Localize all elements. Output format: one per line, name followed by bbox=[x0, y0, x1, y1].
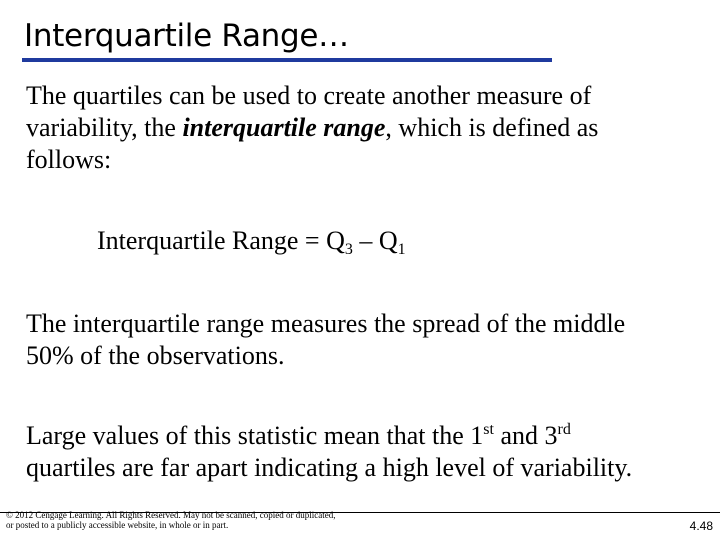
variability-line-1 bbox=[26, 420, 632, 452]
variability-line-2: quartiles are far apart indicating a high level of variability. bbox=[26, 453, 633, 482]
intro-line-3: follows: bbox=[26, 145, 112, 174]
spread-line-1: The interquartile range measures the spread of the middle bbox=[26, 309, 626, 338]
formula-subscript-1: 1 bbox=[397, 241, 406, 258]
superscript-rd: rd bbox=[557, 421, 571, 438]
title-underline bbox=[22, 58, 552, 62]
slide-number: 4.48 bbox=[689, 519, 713, 533]
superscript-st: st bbox=[483, 421, 494, 438]
spread-paragraph bbox=[26, 308, 625, 372]
variability-paragraph bbox=[26, 420, 632, 484]
formula-subscript-3: 3 bbox=[344, 241, 353, 258]
variability-part-1: Large values of this statistic mean that the 1 bbox=[26, 421, 484, 450]
copyright-notice: © 2012 Cengage Learning. All Rights Reserved. May not be scanned, copied or duplicated, or posted to a publicly accessible website, in whole or in part. bbox=[6, 510, 336, 530]
intro-paragraph bbox=[26, 80, 598, 176]
intro-line-1: The quartiles can be used to create another measure of bbox=[26, 81, 592, 110]
spread-line-2: 50% of the observations. bbox=[26, 341, 285, 370]
formula-middle: – Q bbox=[352, 226, 398, 255]
iqr-formula bbox=[97, 225, 406, 257]
intro-line-2-start: variability, the bbox=[26, 113, 183, 142]
slide-title: Interquartile Range… bbox=[24, 18, 349, 54]
emphasized-term: interquartile range bbox=[182, 113, 386, 142]
intro-line-2 bbox=[26, 112, 598, 144]
formula-lhs: Interquartile Range = Q bbox=[97, 226, 345, 255]
intro-line-2-end: , which is defined as bbox=[385, 113, 599, 142]
variability-part-2: and 3 bbox=[493, 421, 558, 450]
